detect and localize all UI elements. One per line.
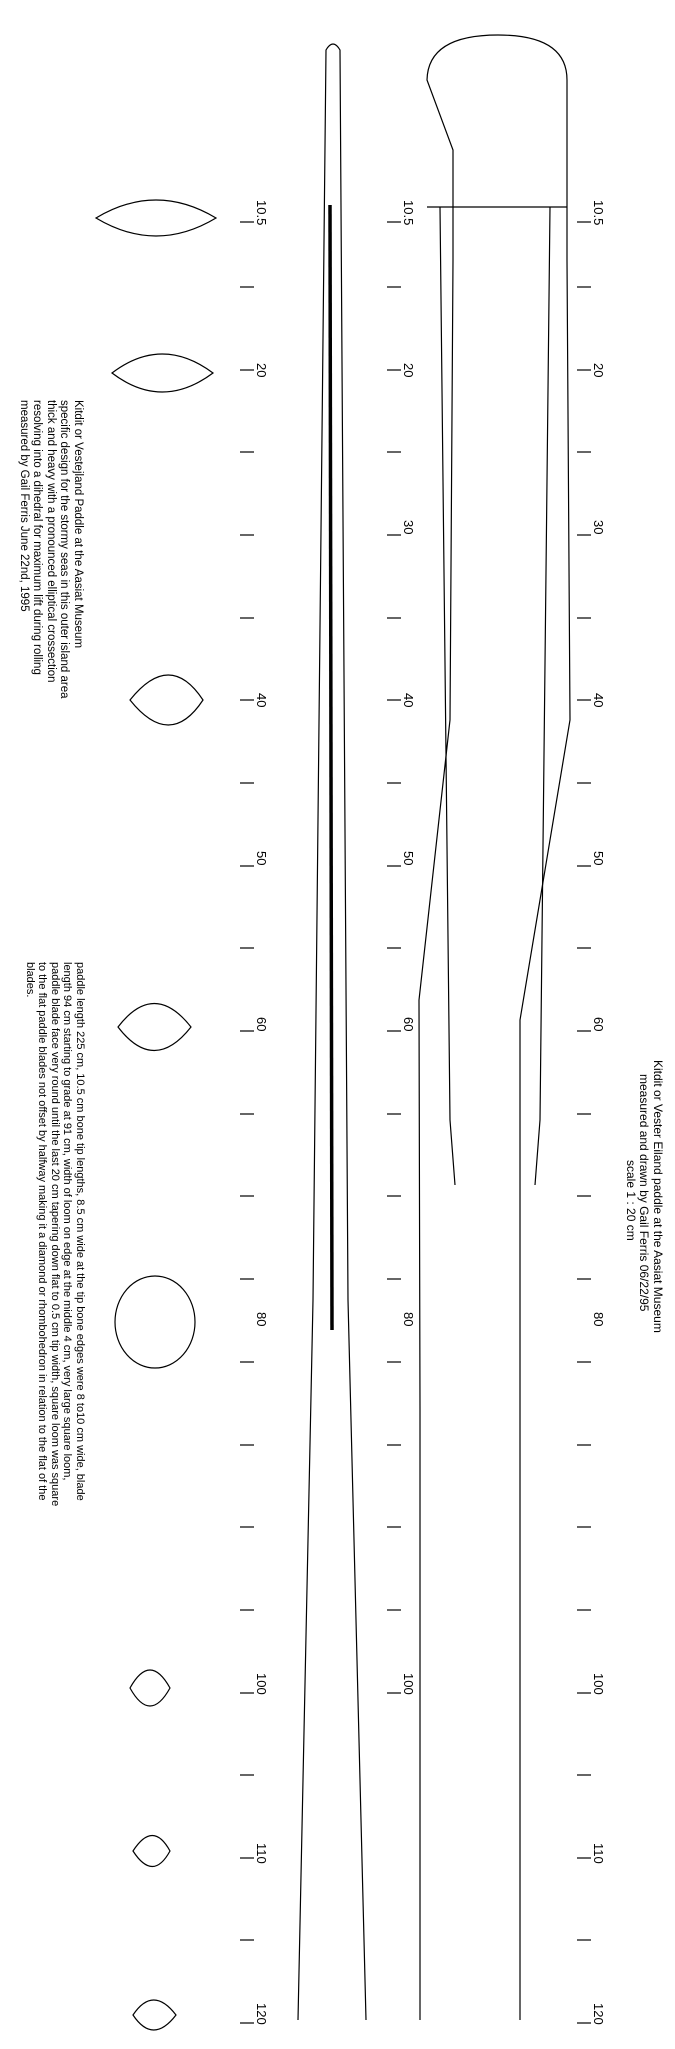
tick-label: 10.5 xyxy=(254,200,269,226)
tick-label: 40 xyxy=(401,693,416,708)
tick-label: 80 xyxy=(254,1312,269,1327)
tick-label: 50 xyxy=(591,851,606,866)
cross-section-120 xyxy=(133,2000,176,2030)
cross-section-80 xyxy=(115,1276,195,1368)
tick-label: 40 xyxy=(254,693,269,708)
blade-inner-edge-right xyxy=(535,207,550,1185)
tick-label: 80 xyxy=(401,1312,416,1327)
scale-ticks-right xyxy=(577,222,591,2023)
title-line: Kitdit or Vester Eiland paddle at the Aasiat Museum xyxy=(651,1060,665,1333)
tick-label: 100 xyxy=(401,1673,416,1695)
tick-label: 50 xyxy=(254,851,269,866)
tick-label: 110 xyxy=(591,1843,606,1864)
tick-label: 30 xyxy=(591,520,606,535)
note-line: paddle blade face very round until the last 20 cm tapering down flat to 0.5 cm tip width, square loom was square xyxy=(49,962,61,1507)
note-line: blades. xyxy=(24,962,36,998)
tick-label: 50 xyxy=(401,851,416,866)
tick-label: 60 xyxy=(591,1017,606,1032)
cross-section-110 xyxy=(133,1836,170,1867)
scale-ticks-middle xyxy=(387,222,401,1693)
tick-label: 60 xyxy=(401,1017,416,1032)
tick-label: 120 xyxy=(591,2003,606,2025)
note-line: thick and heavy with a pronounced elliptical crossection xyxy=(45,400,57,683)
note-line: paddle length 225 cm, 10.5 cm bone tip lengths, 8.5 cm wide at the tip bone edges were 8 to10 cm wide, blade xyxy=(74,962,86,1501)
scale-labels-left xyxy=(254,200,269,2025)
scale-ticks-left xyxy=(240,222,254,2023)
tick-label: 20 xyxy=(254,363,269,378)
tick-label: 10.5 xyxy=(591,200,606,226)
cross-section-100 xyxy=(130,1670,170,1706)
note-line: resolving into a dihedral for maximum lift during rolling xyxy=(31,400,44,675)
paddle-edge-centerline xyxy=(330,205,332,1330)
note-line: Kitdit or Vestejland Paddle at the Aasiat Museum xyxy=(72,400,84,649)
scale-labels-right xyxy=(591,200,606,2025)
cross-section-60 xyxy=(118,1004,191,1051)
tick-label: 20 xyxy=(401,363,416,378)
tick-label: 100 xyxy=(254,1673,269,1695)
note-line: specific design for the stormy seas in this outer island area xyxy=(58,400,71,699)
tick-label: 40 xyxy=(591,693,606,708)
credit-line: measured and drawn by Gail Ferris 06/22/95 xyxy=(637,1074,652,1312)
tick-label: 80 xyxy=(591,1312,606,1327)
note-line: length 94 cm starting to grade at 91 cm, width of loom on edge at the middle 4 cm, very large square loom, xyxy=(61,962,74,1481)
tick-label: 20 xyxy=(591,363,606,378)
cross-section-10-5 xyxy=(96,200,216,236)
scale-line: scale 1 : 20 cm xyxy=(624,1160,638,1241)
title-block xyxy=(624,1060,665,1333)
cross-section-20 xyxy=(112,354,213,392)
note-line: measured by Gail Ferris June 22nd, 1995 xyxy=(18,400,30,612)
tick-label: 30 xyxy=(401,520,416,535)
cross-section-40 xyxy=(130,675,203,725)
description-note xyxy=(17,400,85,699)
scale-labels-middle xyxy=(401,200,416,1695)
tick-label: 10.5 xyxy=(401,200,416,226)
dimensions-note xyxy=(24,962,87,1506)
tick-label: 60 xyxy=(254,1017,269,1032)
tick-label: 100 xyxy=(591,1673,606,1695)
note-line: to the flat paddle blades not offset by halfway making it a diamond or rhombohedron in relation to the flat of the xyxy=(36,962,49,1501)
tick-label: 120 xyxy=(254,2003,269,2025)
tick-label: 110 xyxy=(254,1843,269,1864)
